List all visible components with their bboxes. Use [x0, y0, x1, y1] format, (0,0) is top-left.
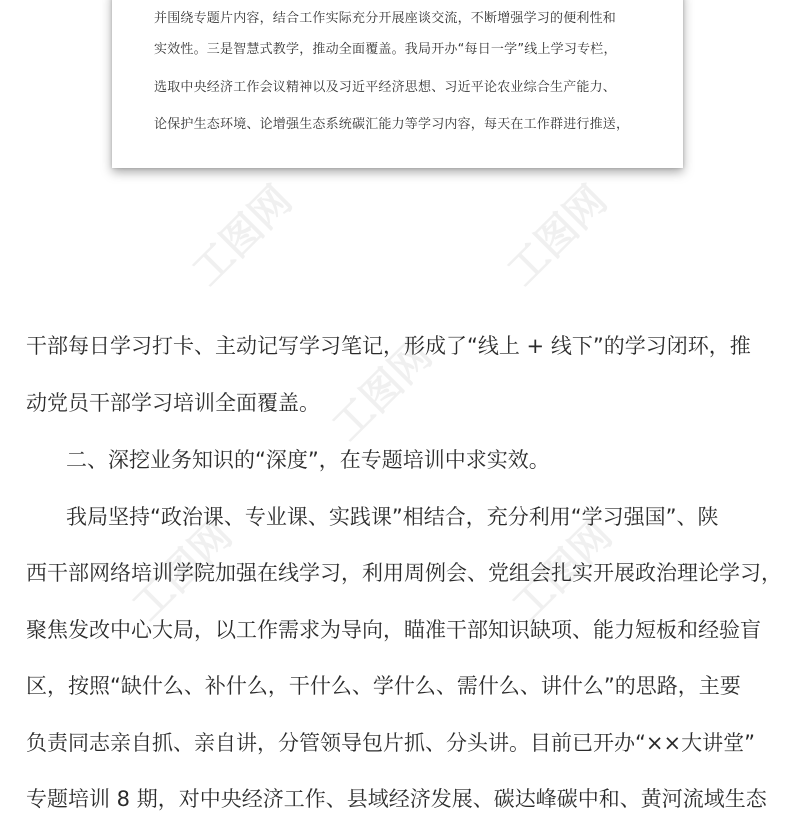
doc-line-4: 论保护生态环境、论增强生态系统碳汇能力等学习内容，每天在工作群进行推送， — [154, 117, 630, 132]
doc-line-3: 选取中央经济工作会议精神以及习近平经济思想、习近平论农业综合生产能力、 — [154, 80, 617, 95]
body-line-2: 动党员干部学习培训全面覆盖。 — [26, 391, 320, 415]
watermark: 工图网 — [503, 512, 622, 630]
body-line-1: 干部每日学习打卡、主动记写学习笔记，形成了“线上 + 线下”的学习闭环，推 — [26, 334, 751, 358]
body-line-4: 西干部网络培训学院加强在线学习，利用周例会、党组会扎实开展政治理论学习， — [26, 561, 782, 585]
body-line-8: 专题培训 8 期，对中央经济工作、县域经济发展、碳达峰碳中和、黄河流域生态 — [26, 787, 767, 811]
doc-line-1: 并围绕专题片内容，结合工作实际充分开展座谈交流，不断增强学习的便利性和 — [154, 11, 617, 26]
body-line-3: 我局坚持“政治课、专业课、实践课”相结合，充分利用“学习强国”、陕 — [66, 505, 719, 529]
watermark: 工图网 — [183, 177, 302, 295]
body-line-6: 区，按照“缺什么、补什么，干什么、学什么、需什么、讲什么”的思路，主要 — [26, 674, 741, 698]
doc-line-2: 实效性。三是智慧式教学，推动全面覆盖。我局开办“每日一学”线上学习专栏， — [154, 42, 617, 57]
section-heading: 二、深挖业务知识的“深度”，在专题培训中求实效。 — [66, 448, 550, 472]
document-card — [112, 0, 683, 168]
watermark: 工图网 — [498, 177, 617, 295]
body-line-5: 聚焦发改中心大局，以工作需求为导向，瞄准干部知识缺项、能力短板和经验盲 — [26, 618, 761, 642]
watermark: 工图网 — [123, 512, 242, 630]
watermark: 工图网 — [323, 332, 442, 450]
body-line-7: 负责同志亲自抓、亲自讲，分管领导包片抓、分头讲。目前已开办“××大讲堂” — [26, 731, 755, 755]
